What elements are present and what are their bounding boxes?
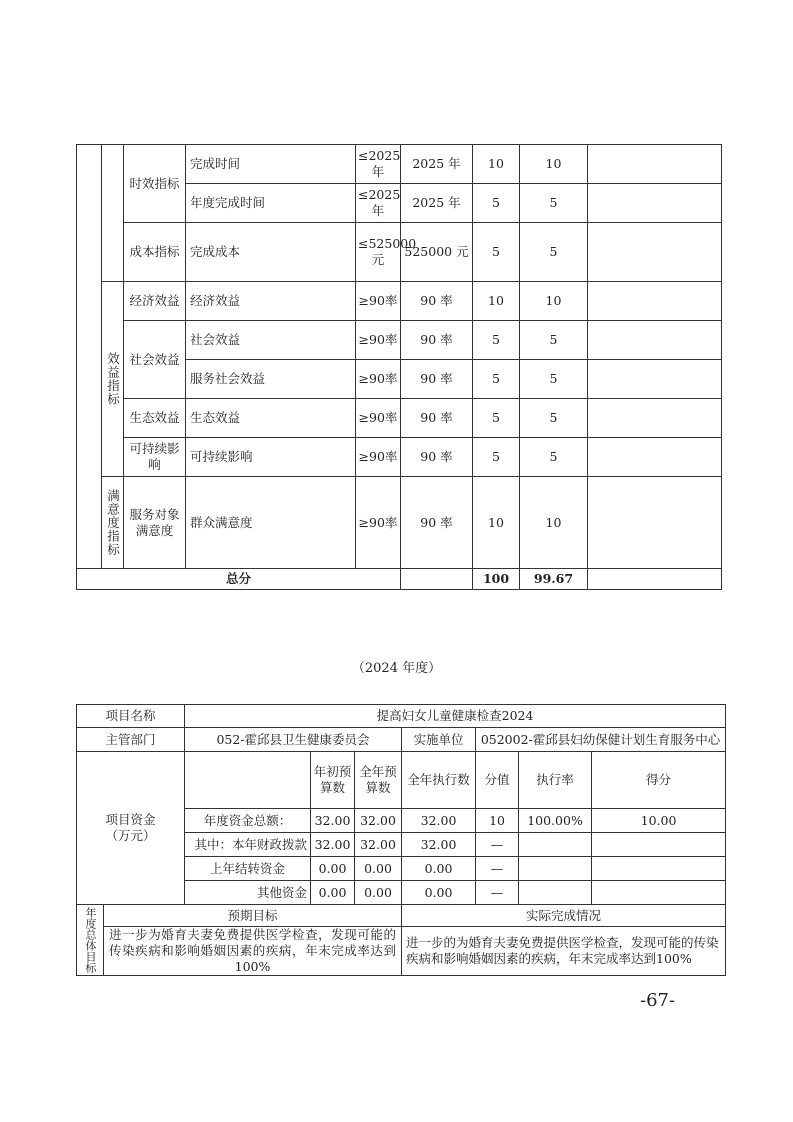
note (588, 184, 722, 223)
actual: 90 率 (401, 321, 473, 360)
score: 5 (520, 438, 588, 477)
indicator: 生态效益 (186, 399, 356, 438)
table-row (77, 752, 726, 809)
score: 5 (520, 223, 588, 282)
total-row (77, 569, 722, 590)
target: ≥90率 (356, 438, 401, 477)
unit: 052002-霍邱县妇幼保健计划生育服务中心 (476, 728, 726, 752)
weight: — (476, 881, 519, 905)
header-score: 得分 (592, 752, 726, 809)
target: ≥90率 (356, 477, 401, 569)
header-executed: 全年执行数 (402, 752, 476, 809)
note (588, 223, 722, 282)
project-table (76, 704, 726, 976)
weight: 10 (476, 809, 519, 833)
note (588, 438, 722, 477)
fund-label: 其中：本年财政拨款 (185, 833, 311, 857)
project-name: 提高妇女儿童健康检查2024 (185, 705, 726, 728)
actual: 90 率 (401, 360, 473, 399)
indicator: 经济效益 (186, 282, 356, 321)
weight: 10 (473, 282, 520, 321)
rate: 100.00% (519, 809, 592, 833)
score: 10 (520, 477, 588, 569)
header-weight: 分值 (476, 752, 519, 809)
score (592, 857, 726, 881)
note (588, 145, 722, 184)
header-rate: 执行率 (519, 752, 592, 809)
header-initial: 年初预算数 (311, 752, 355, 809)
rate (519, 857, 592, 881)
table-row (77, 927, 726, 976)
score: 5 (520, 399, 588, 438)
unit-label: 实施单位 (402, 728, 476, 752)
executed: 32.00 (402, 809, 476, 833)
indicator: 完成成本 (186, 223, 356, 282)
table-row (77, 145, 722, 184)
indicator: 可持续影响 (186, 438, 356, 477)
project-name-label: 项目名称 (77, 705, 185, 728)
score: 5 (520, 321, 588, 360)
l3-indicator: 可持续影响 (124, 438, 186, 477)
annual: 32.00 (355, 809, 402, 833)
initial: 0.00 (311, 881, 355, 905)
weight: 5 (473, 438, 520, 477)
target: ≥90率 (356, 282, 401, 321)
table-row (77, 728, 726, 752)
annual: 32.00 (355, 833, 402, 857)
l3-indicator: 社会效益 (124, 321, 186, 399)
table-row (77, 321, 722, 360)
table-caption: （2024 年度） (351, 661, 442, 676)
executed: 0.00 (402, 881, 476, 905)
table-row (77, 905, 726, 927)
l3-indicator: 时效指标 (124, 145, 186, 223)
weight: 10 (473, 477, 520, 569)
l3-indicator: 生态效益 (124, 399, 186, 438)
table-row (77, 438, 722, 477)
executed: 0.00 (402, 857, 476, 881)
dept: 052-霍邱县卫生健康委员会 (185, 728, 402, 752)
header-annual: 全年预算数 (355, 752, 402, 809)
weight: 5 (473, 223, 520, 282)
target: ≥90率 (356, 321, 401, 360)
weight: 5 (473, 399, 520, 438)
score (592, 881, 726, 905)
dept-label: 主管部门 (77, 728, 185, 752)
annual: 0.00 (355, 857, 402, 881)
weight: 5 (473, 184, 520, 223)
target: ≤2025年 (356, 184, 401, 223)
l3-indicator: 经济效益 (124, 282, 186, 321)
actual: 2025 年 (401, 145, 473, 184)
target: ≤2025年 (356, 145, 401, 184)
score: 5 (520, 184, 588, 223)
expected-label: 预期目标 (104, 905, 402, 927)
rate (519, 881, 592, 905)
score (592, 833, 726, 857)
actual: 90 率 (401, 282, 473, 321)
note (588, 321, 722, 360)
note (588, 399, 722, 438)
performance-indicator-table (76, 144, 722, 590)
score: 5 (520, 360, 588, 399)
weight: 10 (473, 145, 520, 184)
indicator: 年度完成时间 (186, 184, 356, 223)
page-number: -67- (640, 990, 676, 1011)
initial: 32.00 (311, 833, 355, 857)
score: 10.00 (592, 809, 726, 833)
fund-label: 年度资金总额： (185, 809, 311, 833)
table-row (77, 223, 722, 282)
actual: 2025 年 (401, 184, 473, 223)
target: ≥90率 (356, 399, 401, 438)
total-weight: 100 (473, 569, 520, 590)
initial: 32.00 (311, 809, 355, 833)
actual-label: 实际完成情况 (402, 905, 726, 927)
indicator: 服务社会效益 (186, 360, 356, 399)
goal-label: 年度总体目标 (77, 905, 104, 976)
table-row (77, 399, 722, 438)
l2-indicator: 满意度指标 (102, 477, 124, 569)
fund-label: 上年结转资金 (185, 857, 311, 881)
executed: 32.00 (402, 833, 476, 857)
actual: 90 率 (401, 438, 473, 477)
total-score: 99.67 (520, 569, 588, 590)
total-label: 总分 (77, 569, 401, 590)
indicator: 完成时间 (186, 145, 356, 184)
l3-indicator: 服务对象满意度 (124, 477, 186, 569)
target: ≤525000元 (356, 223, 401, 282)
score: 10 (520, 145, 588, 184)
note (588, 282, 722, 321)
indicator: 社会效益 (186, 321, 356, 360)
table-row (77, 477, 722, 569)
rate (519, 833, 592, 857)
annual: 0.00 (355, 881, 402, 905)
table-row (77, 282, 722, 321)
score: 10 (520, 282, 588, 321)
table-row (77, 705, 726, 728)
note (588, 477, 722, 569)
weight: — (476, 857, 519, 881)
actual: 90 率 (401, 399, 473, 438)
weight: — (476, 833, 519, 857)
target: ≥90率 (356, 360, 401, 399)
weight: 5 (473, 360, 520, 399)
note (588, 360, 722, 399)
funds-label: 项目资金（万元） (77, 752, 185, 905)
expected-goal: 进一步为婚育夫妻免费提供医学检查，发现可能的传染疾病和影响婚姻因素的疾病，年末完成率达到100% (104, 927, 402, 976)
actual-result: 进一步的为婚育夫妻免费提供医学检查，发现可能的传染疾病和影响婚姻因素的疾病，年末完成率达到100% (402, 927, 726, 976)
initial: 0.00 (311, 857, 355, 881)
weight: 5 (473, 321, 520, 360)
l2-indicator: 效益指标 (102, 282, 124, 477)
actual: 90 率 (401, 477, 473, 569)
fund-label: 其他资金 (185, 881, 311, 905)
l3-indicator: 成本指标 (124, 223, 186, 282)
actual: 525000 元 (401, 223, 473, 282)
indicator: 群众满意度 (186, 477, 356, 569)
